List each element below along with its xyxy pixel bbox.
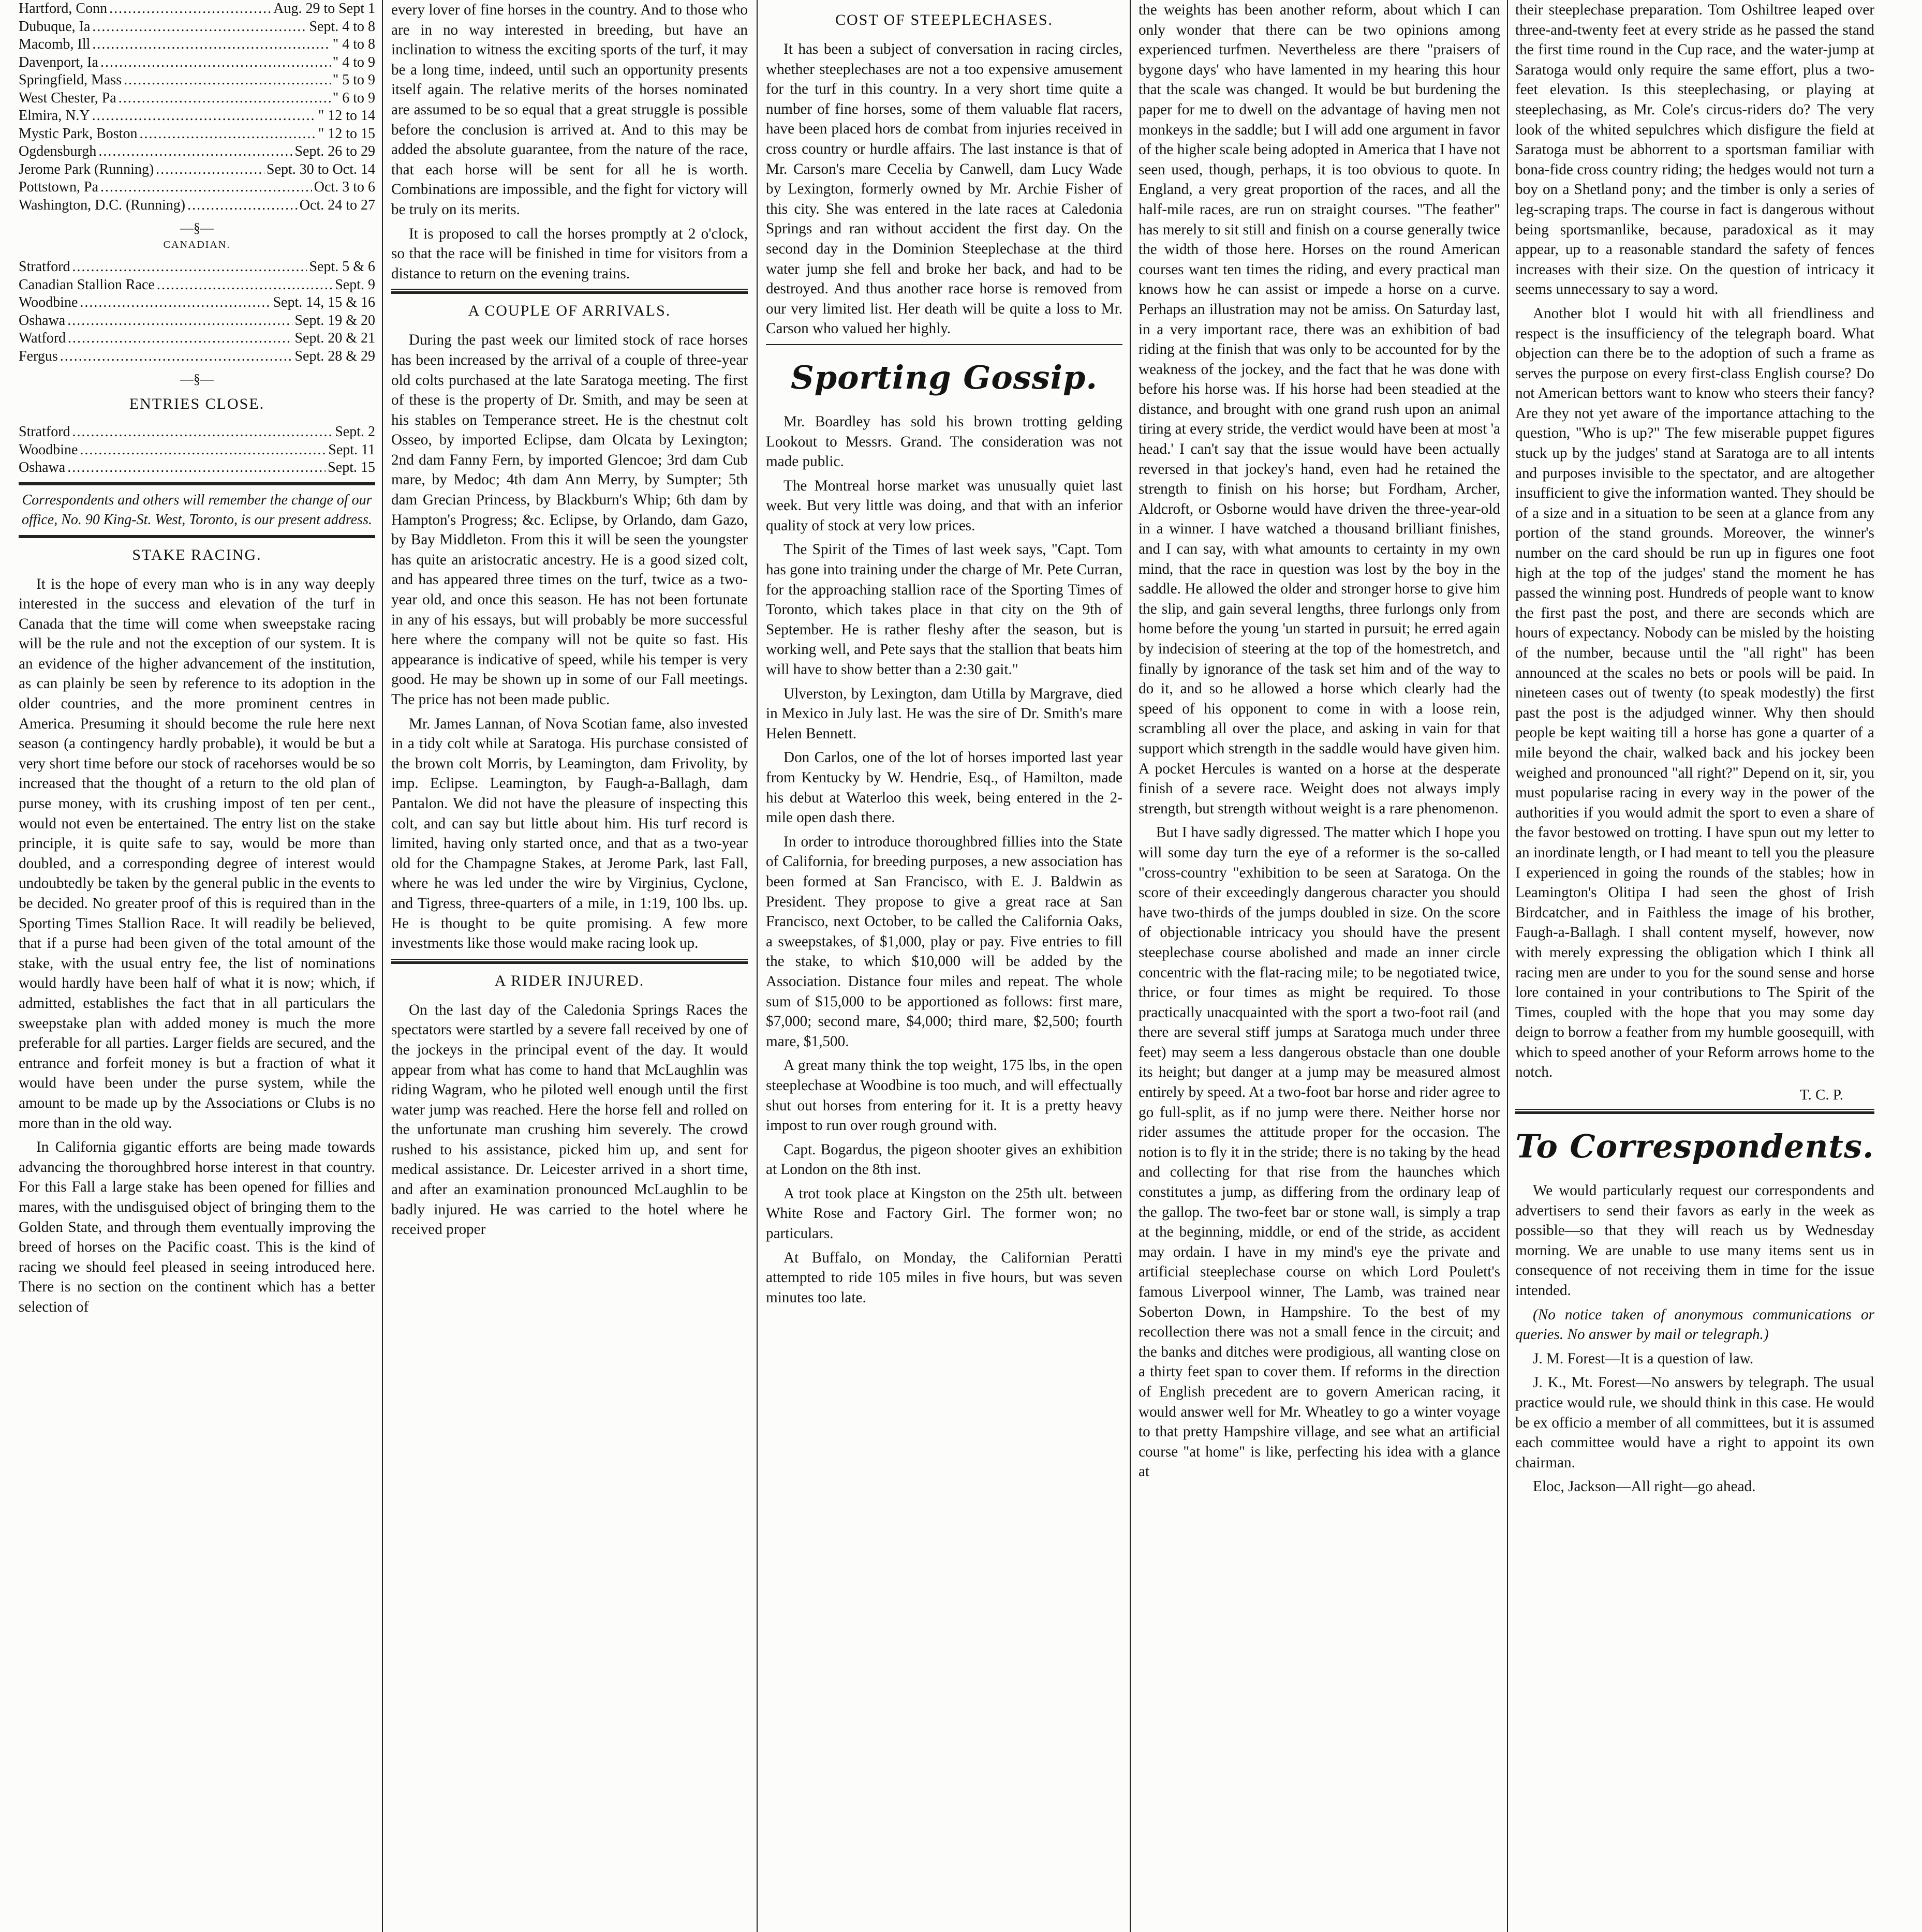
paragraph: In California gigantic efforts are being made towards advancing the thoroughbred horse interest in that country. For this Fall a large stake has been opened for fillies and mares, with the undisguised object of bringing them to the Golden State, and through them eventually improving the breed of horses on the Pacific coast. This is the kind of racing we should feel pleased in seeing introduced here. There is no section on the continent which has a better selection of xyxy=(19,1139,375,1315)
fixture-dates: Sept. 30 to Oct. 14 xyxy=(267,161,375,177)
article-title: A COUPLE OF ARRIVALS. xyxy=(468,302,671,320)
section-mark: —§— xyxy=(180,220,214,235)
fixture-row xyxy=(19,0,375,18)
fixture-list xyxy=(19,0,375,214)
entry-row xyxy=(19,423,375,441)
dot-leader xyxy=(80,441,326,459)
fixture-dates: Sept. 15 xyxy=(328,459,375,475)
fixture-place: Fergus xyxy=(19,348,58,364)
fixture-place: Springfield, Mass xyxy=(19,72,122,88)
dot-leader xyxy=(72,423,333,441)
dot-leader xyxy=(100,179,312,197)
entry-row xyxy=(19,441,375,459)
fixture-row xyxy=(19,18,375,36)
canadian-fixture-list xyxy=(19,258,375,365)
paragraph: the weights has been another reform, about which I can only wonder that there can be two opinions among experienced turfmen. Nevertheless are there "praisers of bygone days' who have lamented in my hearing this hour that the scale was changed. It would be but burdening the paper for me to dwell on the advantage of having men not monkeys in the saddle; but I will add one argument in favor of the higher scale being adopted in America that I have not seen used, though, perhaps, it is too obvious to quote. In England, a very great proportion of the races, and all the half-mile races, are run on straight courses. "The feather" has merely to sit still and finish on a course generally twice the width of those here. Horses on the round American courses want ten times the riding, and every practical man knows how he can assist or impede a horse on a curve. Perhaps an illustration may not be amiss. On Saturday last, in a very important race, there was an exhibition of bad riding at the finish that was only to be accounted for by the weakness of the jockey, and the fact that he was done with before his horse was. If his horse had been steadied at the distance, and brought with one grand rush upon an animal tiring at every stride, the verdict would have been at most 'a head.' I can't say that the issue would have been actually reversed in that jockey's hand, even had he retained the strength to finish on his horse; but Fordham, Archer, Aldcroft, or Osborne would have driven the three-year-old in a winner. I have watched a thousand brilliant finishes, and I can say, with what amounts to certainty in my own mind, that the race in question was lost by the boy in the saddle. He allowed the older and stronger horse to give him the slip, and gain several lengths, three furlongs only from home before the young 'un started in pursuit; he erred again by indecision of steering at the top of the homestretch, and finally by ignorance of the task set him and of the way to do it, and so he allowed a horse which clearly had the speed of his opponent to come in with a loose rein, scrambling all over the place, and asking in vain for that support which strength in the saddle would have given him. A pocket Hercules is wanted on a horse at the desperate finish of a severe race. Weight does not always imply strength, but strength without weight is a rare phenomenon. xyxy=(1139,2,1500,817)
signature: T. C. P. xyxy=(1799,1087,1843,1104)
column-4 xyxy=(1134,0,1504,1932)
dot-leader xyxy=(187,197,298,215)
fixture-place: Hartford, Conn xyxy=(19,1,108,17)
fixture-row xyxy=(19,258,375,276)
divider xyxy=(19,482,375,485)
fixture-place: Watford xyxy=(19,330,66,346)
fixture-dates: Sept. 28 & 29 xyxy=(294,348,375,364)
fixture-dates: " 4 to 9 xyxy=(332,54,375,70)
paragraph: J. K., Mt. Forest—No answers by telegraph. The usual practice would rule, we should think in this case. He would be ex officio a member of all committees, but it is assumed each committee would have a right to appoint its own chairman. xyxy=(1515,1374,1874,1471)
fixture-place: Stratford xyxy=(19,424,70,440)
dot-leader xyxy=(72,258,307,276)
column-rule xyxy=(382,0,383,1932)
divider xyxy=(766,344,1122,345)
dot-leader xyxy=(92,107,316,125)
fixture-row xyxy=(19,36,375,54)
canadian-heading: CANADIAN. xyxy=(163,239,231,250)
paragraph: On the last day of the Caledonia Springs Races the spectators were startled by a severe fall received by one of the jockeys in the principal event of the day. It would appear from what has come to hand that McLaughlin was riding Wagram, who he piloted well enough until the first water jump was reached. Here the horse fell and rolled on the unfortunate man crushing him severely. The crowd rushed to his assistance, picked him up, and sent for medical assistance. Dr. Leicester arrived in a short time, and after an examination pronounced McLaughlin to be badly injured. He was carried to the hotel where he received proper xyxy=(391,1001,748,1238)
fixture-place: Stratford xyxy=(19,259,70,275)
paragraph: The Spirit of the Times of last week says, "Capt. Tom has gone into training under the charge of Mr. Pete Curran, for the approaching stallion race of the Sporting Times of Toronto, which takes place in that city on the 9th of September. He is rather fleshy after the season, but is working well, and Pete says that the stallion that beats him will have to show better than a 2:30 gait." xyxy=(766,541,1122,678)
fixture-dates: " 12 to 14 xyxy=(318,108,375,124)
fixture-place: Dubuque, Ia xyxy=(19,18,91,35)
dot-leader xyxy=(119,90,331,108)
column-5 xyxy=(1511,0,1879,1932)
paragraph: every lover of fine horses in the country. And to those who are in no way interested in breeding, but have an inclination to witness the exciting sports of the turf, it may be a long time, indeed, until such an opportunity presents itself again. The relative merits of the horses nominated are assumed to be so equal that a great struggle is possible before the conclusion is arrived at. And to this may be added the absolute guarantee, from the nature of the race, that each horse will be sent for all he is worth. Combinations are impossible, and the fight for victory will be truly on its merits. xyxy=(391,2,748,218)
paragraph: The Montreal horse market was unusually quiet last week. But very little was doing, and that with an inferior quality of stock at very low prices. xyxy=(766,477,1122,534)
paragraph: During the past week our limited stock of race horses has been increased by the arrival of a couple of three-year old colts purchased at the late Saratoga meeting. The first of these is the property of Dr. Smith, and may be seen at his stables on Temperance street. He is the chestnut colt Osseo, by imported Eclipse, dam Olcata by Lexington; 2nd dam Fanny Fern, by imported Glencoe; 3rd dam Cub mare, by Medoc; 4th dam Ann Merry, by Sumpter; 5th dam Grecian Princess, by Blackburn's Whip; 6th dam by Hampton's Progress; &c. Eclipse, by Orlando, dam Gazo, by Bay Middleton. From this it will be seen the youngster has quite an aristocratic ancestry. He is a good sized colt, and has appeared three times on the turf, twice as a two-year old, and once this season. He has not been fortunate in any of his essays, but will probably be more successful here where the company will not be quite so fast. His appearance is indicative of speed, while his temper is very good. He may be shown up in some of our Fall meetings. The price has not been made public. xyxy=(391,332,748,708)
fixture-dates: " 4 to 8 xyxy=(332,36,375,52)
fixture-place: Woodbine xyxy=(19,294,78,310)
fixture-row xyxy=(19,348,375,366)
column-3 xyxy=(762,0,1127,1932)
fixture-place: Washington, D.C. (Running) xyxy=(19,197,186,213)
paragraph: J. M. Forest—It is a question of law. xyxy=(1533,1350,1754,1367)
fixture-row xyxy=(19,90,375,108)
paragraph: Mr. James Lannan, of Nova Scotian fame, also invested in a tidy colt while at Saratoga. His purchase consisted of the brown colt Morris, by Leamington, dam Frivolity, by imp. Eclipse. Leamington, by Faugh-a-Ballagh, dam Pantalon. We did not have the pleasure of inspecting this colt, and can say but little about him. His turf record is limited, having only started once, and that as a two-year old for the Champagne Stakes, at Jerome Park, last Fall, where he was led under the wire by Virginius, Cyclone, and Tigress, three-quarters of a mile, in 1:19, 100 lbs. up. He is thought to be quite promising. A few more investments like those would make racing look up. xyxy=(391,715,748,952)
fixture-dates: " 5 to 9 xyxy=(332,72,375,88)
paragraph: Capt. Bogardus, the pigeon shooter gives an exhibition at London on the 8th inst. xyxy=(766,1141,1122,1178)
divider xyxy=(19,535,375,538)
correspondents-masthead: To Correspondents. xyxy=(1515,1127,1874,1166)
article-title: STAKE RACING. xyxy=(132,546,262,563)
fixture-row xyxy=(19,71,375,90)
fixture-dates: Sept. 5 & 6 xyxy=(309,259,375,275)
fixture-place: Macomb, Ill xyxy=(19,36,91,52)
paragraph: We would particularly request our correspondents and advertisers to send their favors as early in the week as possible—so that they will reach us by Wednesday morning. We are unable to use many items sent us in consequence of not receiving them in time for the issue intended. xyxy=(1515,1182,1874,1299)
dot-leader xyxy=(80,294,271,312)
article-title: COST OF STEEPLECHASES. xyxy=(835,11,1054,28)
paragraph: It is proposed to call the horses promptly at 2 o'clock, so that the race will be finished in time for visitors from a distance to return on the evening trains. xyxy=(391,225,748,282)
column-2 xyxy=(387,0,752,1932)
office-notice: Correspondents and others will remember the change of our office, No. 90 King-St. West, Toronto, is our present address. xyxy=(22,492,372,528)
sporting-gossip-masthead: Sporting Gossip. xyxy=(791,358,1098,396)
dot-leader xyxy=(67,312,292,330)
fixture-row xyxy=(19,54,375,72)
paragraph: Mr. Boardley has sold his brown trotting gelding Lookout to Messrs. Grand. The consideration was not made public. xyxy=(766,413,1122,470)
fixture-row xyxy=(19,179,375,197)
paragraph: A great many think the top weight, 175 lbs, in the open steeplechase at Woodbine is too much, and will effectually shut out horses from entering for it. It is a pretty heavy impost to run over rough ground with. xyxy=(766,1057,1122,1134)
fixture-dates: Oct. 24 to 27 xyxy=(299,197,375,213)
dot-leader xyxy=(109,0,271,18)
fixture-dates: Sept. 20 & 21 xyxy=(294,330,375,346)
column-rule xyxy=(1130,0,1131,1932)
fixture-dates: Sept. 4 to 8 xyxy=(309,18,375,35)
fixture-place: Pottstown, Pa xyxy=(19,179,99,195)
fixture-place: West Chester, Pa xyxy=(19,90,116,106)
dot-leader xyxy=(68,330,292,348)
fixture-dates: " 6 to 9 xyxy=(332,90,375,106)
fixture-dates: Sept. 19 & 20 xyxy=(294,312,375,329)
paragraph: In order to introduce thoroughbred fillies into the State of California, for breeding purposes, a new association has been formed at San Francisco, with E. J. Baldwin as President. They propose to give a great race at San Francisco, next October, to be called the California Oaks, a sweepstakes, of $1,000, play or pay. Five entries to fill the stake, to which $10,000 will be added by the Association. Distance four miles and repeat. The whole sum of $15,000 to be apportioned as follows: first mare, $7,000; second mare, $4,000; third mare, $2,500; fourth mare, $1,500. xyxy=(766,833,1122,1050)
fixture-row xyxy=(19,107,375,125)
column-rule xyxy=(757,0,758,1932)
entries-close-heading: ENTRIES CLOSE. xyxy=(129,395,265,412)
fixture-place: Davenport, Ia xyxy=(19,54,98,70)
fixture-dates: Oct. 3 to 6 xyxy=(314,179,375,195)
fixture-place: Jerome Park (Running) xyxy=(19,161,154,177)
divider xyxy=(391,959,748,964)
fixture-place: Oshawa xyxy=(19,312,66,329)
divider xyxy=(1515,1109,1874,1114)
dot-leader xyxy=(156,161,264,179)
paragraph: Eloc, Jackson—All right—go ahead. xyxy=(1533,1478,1756,1495)
divider xyxy=(391,289,748,294)
section-mark: —§— xyxy=(180,371,214,387)
dot-leader xyxy=(98,143,292,161)
fixture-place: Mystic Park, Boston xyxy=(19,125,138,142)
fixture-dates: Sept. 14, 15 & 16 xyxy=(273,294,375,310)
fixture-row xyxy=(19,161,375,179)
fixture-row xyxy=(19,197,375,215)
paragraph: A trot took place at Kingston on the 25th ult. between White Rose and Factory Girl. The former won; no particulars. xyxy=(766,1185,1122,1242)
fixture-dates: Sept. 9 xyxy=(335,276,375,293)
paragraph: their steeplechase preparation. Tom Oshiltree leaped over three-and-twenty feet at every stride as he passed the stand the first time round in the Cup race, and the water-jump at Saratoga would only require the same effort, plus a two-feet elevation. Is this steeplechasing, or playing at steeplechasing, as Mr. Cole's circus-riders do? The very look of the whited sepulchres which disfigure the field at Saratoga must be abhorrent to a sportsman familiar with bona-fide cross country riding; the hedges would not turn a boy on a Shetland pony; and the timber is only a series of leg-scraping traps. The course in fact is dangerous without being sportsmanlike, because, paradoxical as it may appear, up to a reasonable standard the safety of fences increases with their size. On the question of intricacy it seems unnecessary to say a word. xyxy=(1515,2,1874,298)
paragraph: Ulverston, by Lexington, dam Utilla by Margrave, died in Mexico in July last. He was the sire of Dr. Smith's mare Helen Bennett. xyxy=(766,685,1122,742)
fixture-place: Oshawa xyxy=(19,459,66,475)
dot-leader xyxy=(92,36,330,54)
paragraph: It is the hope of every man who is in any way deeply interested in the success and elevation of the turf in Canada that the time will come when sweepstake racing will be the rule and not the exception of our system. It is an evidence of the higher advancement of the institution, as can plainly be seen by reference to its adoption in the older countries, and the more prominent centres in America. Presuming it should become the rule here next season (a contingency hardly probable), it would be but a very short time before our stock of racehorses would be so increased that the thought of a return to the old plan of purse money, with its crushing impost of ten per cent., would not even be entertained. The entry list on the stake principle, it is quite safe to say, would be more than doubled, and a corresponding degree of interest would undoubtedly be taken by the general public in the events to be decided. No greater proof of this is required than in the Sporting Times Stallion Race. It will readily be believed, that if a purse had been given of the total amount of the stake, with the usual entry fee, the list of nominations would hardly have been half of what it is now; which, if admitted, establishes the fact that in all particulars the sweepstake plan with added money is much the more preferable for all parties. Larger fields are secured, and the entrance and forfeit money is but a fraction of what it would have been under the purse system, while the amount to be made up by the Associations or Clubs is no more than in the old way. xyxy=(19,575,375,1132)
paragraph: But I have sadly digressed. The matter which I hope you will some day turn the eye of a reformer is the so-called "cross-country "exhibition to be seen at Saratoga. On the score of their exceedingly dangerous character you should have two-thirds of the jumps doubled in size. On the score of objectionable intricacy you should have the present steeplechase course abolished and made an inner circle concentric with the flat-racing mile; to be negotiated twice, thrice, or four times as might be required. To those practically unacquainted with the sport a two-foot rail (and there are several stiff jumps at Saratoga much under three feet) may seem a less dangerous obstacle than one double its height; but danger at a jump may be measured almost entirely by speed. At a two-foot bar horse and rider agree to go full-split, as if no jump were there. Neither horse nor rider assumes the attitude proper for the occasion. The notion is to fly it in the stride; there is no taking by the head and collecting for that rise from the haunches which constitutes a jump, as differing from the ordinary leap of the gallop. The two-feet bar or stone wall, is simply a trap at the beginning, middle, or end of the stride, as accident may ordain. I have in my mind's eye the private and artificial steeplechase course on which Lord Poulett's famous Liverpool winner, The Lamb, was trained near Soberton Down, in Hampshire. To the best of my recollection there was not a small fence in the circuit; and the banks and ditches were prodigious, all wanting close on a thirty feet span to cover them. If reforms in the direction of English precedent are to govern American racing, it would answer well for Mr. Wheatley to go a winter voyage to that pretty Hampshire village, and see what an artificial course "at home" is like, perfecting his idea with a glance at xyxy=(1139,824,1500,1480)
fixture-place: Ogdensburgh xyxy=(19,143,97,159)
entries-close-list xyxy=(19,423,375,477)
paragraph: (No notice taken of anonymous communications or queries. No answer by mail or telegraph.) xyxy=(1515,1306,1874,1343)
dot-leader xyxy=(67,459,326,477)
dot-leader xyxy=(124,71,331,90)
fixture-row xyxy=(19,125,375,143)
fixture-dates: Aug. 29 to Sept 1 xyxy=(273,1,375,17)
fixture-dates: Sept. 2 xyxy=(335,424,375,440)
fixture-dates: " 12 to 15 xyxy=(318,125,375,142)
dot-leader xyxy=(100,54,331,72)
dot-leader xyxy=(92,18,307,36)
fixture-place: Canadian Stallion Race xyxy=(19,276,155,293)
fixture-row xyxy=(19,294,375,312)
fixture-row xyxy=(19,276,375,294)
dot-leader xyxy=(139,125,316,143)
column-1 xyxy=(14,0,379,1932)
column-rule xyxy=(1507,0,1508,1932)
paragraph: At Buffalo, on Monday, the Californian Peratti attempted to ride 105 miles in five hours, but was seven minutes too late. xyxy=(766,1249,1122,1306)
fixture-place: Woodbine xyxy=(19,441,78,458)
fixture-row xyxy=(19,312,375,330)
fixture-row xyxy=(19,143,375,161)
fixture-dates: Sept. 11 xyxy=(328,441,375,458)
paragraph: Don Carlos, one of the lot of horses imported last year from Kentucky by W. Hendrie, Esq., of Hamilton, made his debut at Waterloo this week, being entered in the 2-mile open dash there. xyxy=(766,749,1122,826)
dot-leader xyxy=(60,348,293,366)
paragraph: It has been a subject of conversation in racing circles, whether steeplechases are not a too expensive amusement for the turf in this country. In a very short time quite a number of fine horses, some of them valuable flat racers, have been placed hors de combat from injuries received in cross country or hurdle affairs. The last instance is that of Mr. Carson's mare Cecelia by Canwell, dam Lucy Wade by Lexington, formerly owned by Mr. Archie Fisher of this city. She was entered in the late races at Caledonia Springs and ran without accident the first day. On the second day in the Dominion Steeplechase at the third water jump she fell and broke her back, and had to be destroyed. And thus another race horse is removed from our very limited list. Her death will be quite a loss to Mr. Carson who valued her highly. xyxy=(766,41,1122,337)
entry-row xyxy=(19,459,375,477)
article-title: A RIDER INJURED. xyxy=(494,972,645,989)
fixture-place: Elmira, N.Y xyxy=(19,108,90,124)
fixture-dates: Sept. 26 to 29 xyxy=(294,143,375,159)
fixture-row xyxy=(19,330,375,348)
dot-leader xyxy=(157,276,333,294)
paragraph: Another blot I would hit with all friendliness and respect is the insufficiency of the telegraph board. What objection can there be to the adoption of such a frame as serves the purpose on every first-class English course? Do not American bettors want to know who steers their fancy? Are they not yet aware of the importance attaching to the question, "Who is up?" The few miserable puppet figures stuck up by the judges' stand at Saratoga are to all intents and purposes invisible to the spectator, and are altogether insufficient to give the information wanted. They should be of a size and in a situation to be seen at a glance from any portion of the stand grounds. Moreover, the winner's number on the card should be run up in figures one foot high at the top of the judges' stand the moment he has passed the winning post. Hundreds of people want to know the first past the post, and there are seconds which are hours of expectancy. Nobody can be misled by the hoisting of the number, because until the "all right" has been announced at the scales no bets or pools will be paid. In nineteen cases out of twenty (to speak modestly) the first past the post is the adjudged winner. Why then should people be kept waiting till a horse has gone a quarter of a mile beyond the chair, walked back and his jockey been weighed and pronounced "all right?" Depend on it, sir, you must popularise racing in every way in the power of the authorities if you would admit the sport to even a share of the favor bestowed on trotting. I have spun out my letter to an inordinate length, or I had meant to tell you the pleasure I experienced in going the rounds of the stables; how in Leamington's Olitipa I had seen the ghost of Irish Birdcatcher, and in Faithless the image of his brother, Faugh-a-Ballagh. I shall content myself, however, now with merely expressing the obligation which I think all racing men are under to you for the sound sense and horse lore contained in your contributions to The Spirit of the Times, coupled with the hope that you may some day deign to borrow a feather from my humble goosequill, with which to speed another of your Reform arrows home to the notch. xyxy=(1515,305,1874,1081)
